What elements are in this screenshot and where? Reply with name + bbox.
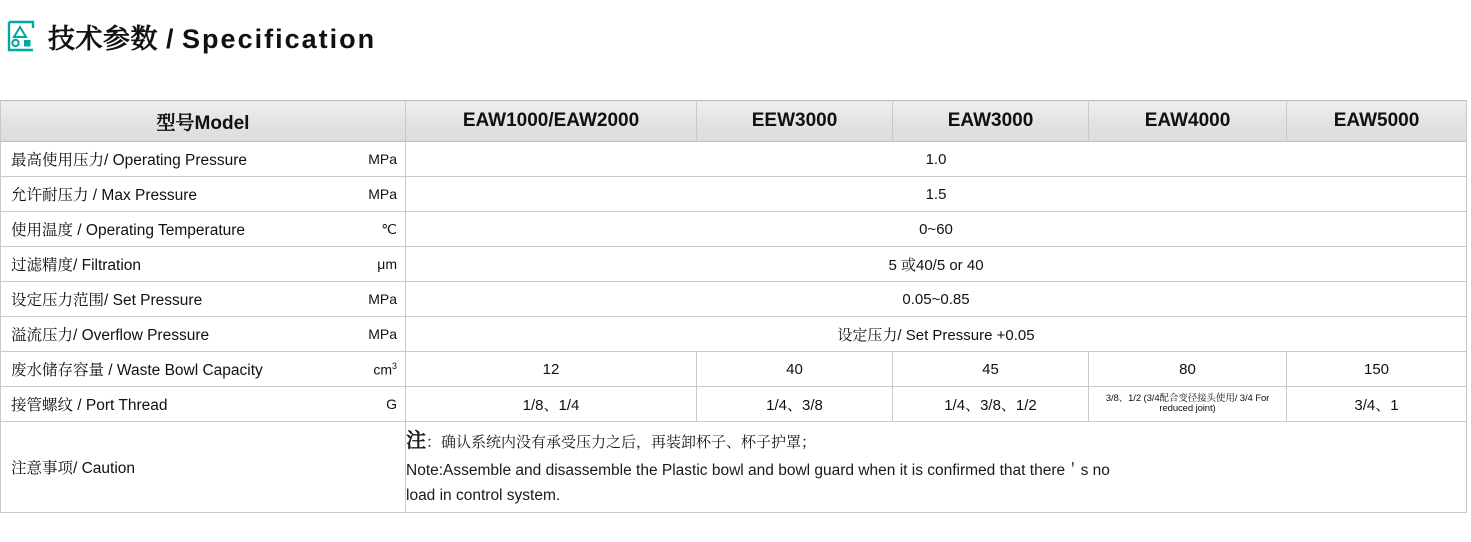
row-label-port-thread (1, 387, 406, 422)
row-label-operating-pressure (1, 142, 406, 177)
row-label-operating-temperature (1, 212, 406, 247)
row-unit-text: MPa (368, 151, 397, 167)
row-unit-text: MPa (368, 186, 397, 202)
row-value-overflow-pressure: 设定压力/ Set Pressure +0.05 (406, 317, 1467, 352)
row-label-set-pressure (1, 282, 406, 317)
column-header-eaw3000: EAW3000 (893, 101, 1089, 142)
column-header-eew3000: EEW3000 (697, 101, 893, 142)
row-label-max-pressure (1, 177, 406, 212)
caution-note-body (406, 422, 1467, 513)
table-row (1, 142, 1467, 177)
row-value-port-thread-3: 1/4、3/8、1/2 (893, 387, 1089, 422)
row-label-text: 使用温度 / Operating Temperature (11, 222, 246, 239)
table-row-caution (1, 422, 1467, 513)
table-row (1, 387, 1467, 422)
row-label-text: 允许耐压力 / Max Pressure (11, 187, 198, 204)
specification-table-wrap (0, 100, 1471, 513)
row-label-text: 设定压力范围/ Set Pressure (11, 292, 203, 309)
column-header-eaw5000: EAW5000 (1287, 101, 1467, 142)
row-unit-text: MPa (368, 326, 397, 342)
company-logo-icon (6, 19, 36, 53)
row-label-text: 溢流压力/ Overflow Pressure (11, 327, 210, 344)
row-value-port-thread-2: 1/4、3/8 (697, 387, 893, 422)
page-title-separator: / (166, 23, 175, 54)
caution-line-3: load in control system. (406, 486, 561, 504)
page-title (48, 17, 376, 56)
row-value-port-thread-1: 1/8、1/4 (406, 387, 697, 422)
row-label-text: 注意事项/ Caution (11, 460, 136, 477)
row-label-text: 接管螺纹 / Port Thread (11, 397, 168, 414)
row-unit-text: $cm^3$ (373, 360, 397, 378)
caution-line-2: Note:Assemble and disassemble the Plastic bowl and bowl guard when it is confirmed that there＇s no (406, 462, 1110, 480)
table-header-row (1, 101, 1467, 142)
row-label-text: 废水储存容量 / Waste Bowl Capacity (11, 362, 263, 379)
caution-line-1-text: ：确认系统内没有承受压力之后，再装卸杯子、杯子护罩； (426, 434, 817, 452)
table-row (1, 352, 1467, 387)
row-value-waste-bowl-capacity-3: 45 (893, 352, 1089, 387)
row-value-waste-bowl-capacity-2: 40 (697, 352, 893, 387)
row-label-text: 过滤精度/ Filtration (11, 257, 142, 274)
row-label-overflow-pressure (1, 317, 406, 352)
page-title-cn: 技术参数 (48, 23, 158, 54)
row-value-port-thread-4: 3/8、1/2 (3/4配合变径接头使用/ 3/4 For reduced joint) (1089, 387, 1287, 422)
row-unit-text: MPa (368, 291, 397, 307)
row-value-operating-temperature: 0~60 (406, 212, 1467, 247)
row-value-filtration: 5 或40/5 or 40 (406, 247, 1467, 282)
column-header-eaw4000: EAW4000 (1089, 101, 1287, 142)
row-value-max-pressure: 1.5 (406, 177, 1467, 212)
table-row (1, 282, 1467, 317)
column-header-eaw1000-eaw2000: EAW1000/EAW2000 (406, 101, 697, 142)
page-title-en: Specification (182, 23, 377, 54)
row-label-text: 最高使用压力/ Operating Pressure (11, 152, 248, 169)
row-value-waste-bowl-capacity-5: 150 (1287, 352, 1467, 387)
row-value-port-thread-5: 3/4、1 (1287, 387, 1467, 422)
row-label-caution (1, 422, 406, 513)
table-row (1, 317, 1467, 352)
caution-prefix: 注 (406, 430, 426, 453)
row-value-waste-bowl-capacity-1: 12 (406, 352, 697, 387)
row-value-set-pressure: 0.05~0.85 (406, 282, 1467, 317)
row-unit-text: μm (377, 256, 397, 272)
caution-line-1 (406, 426, 1466, 457)
page-header (0, 0, 1471, 56)
row-value-waste-bowl-capacity-4: 80 (1089, 352, 1287, 387)
table-row (1, 212, 1467, 247)
column-header-model: 型号Model (1, 101, 406, 142)
specification-table (0, 100, 1467, 513)
table-row (1, 177, 1467, 212)
row-label-filtration (1, 247, 406, 282)
row-label-waste-bowl-capacity (1, 352, 406, 387)
row-value-operating-pressure: 1.0 (406, 142, 1467, 177)
row-unit-text: G (386, 396, 397, 412)
table-row (1, 247, 1467, 282)
row-unit-text: ℃ (381, 220, 397, 237)
